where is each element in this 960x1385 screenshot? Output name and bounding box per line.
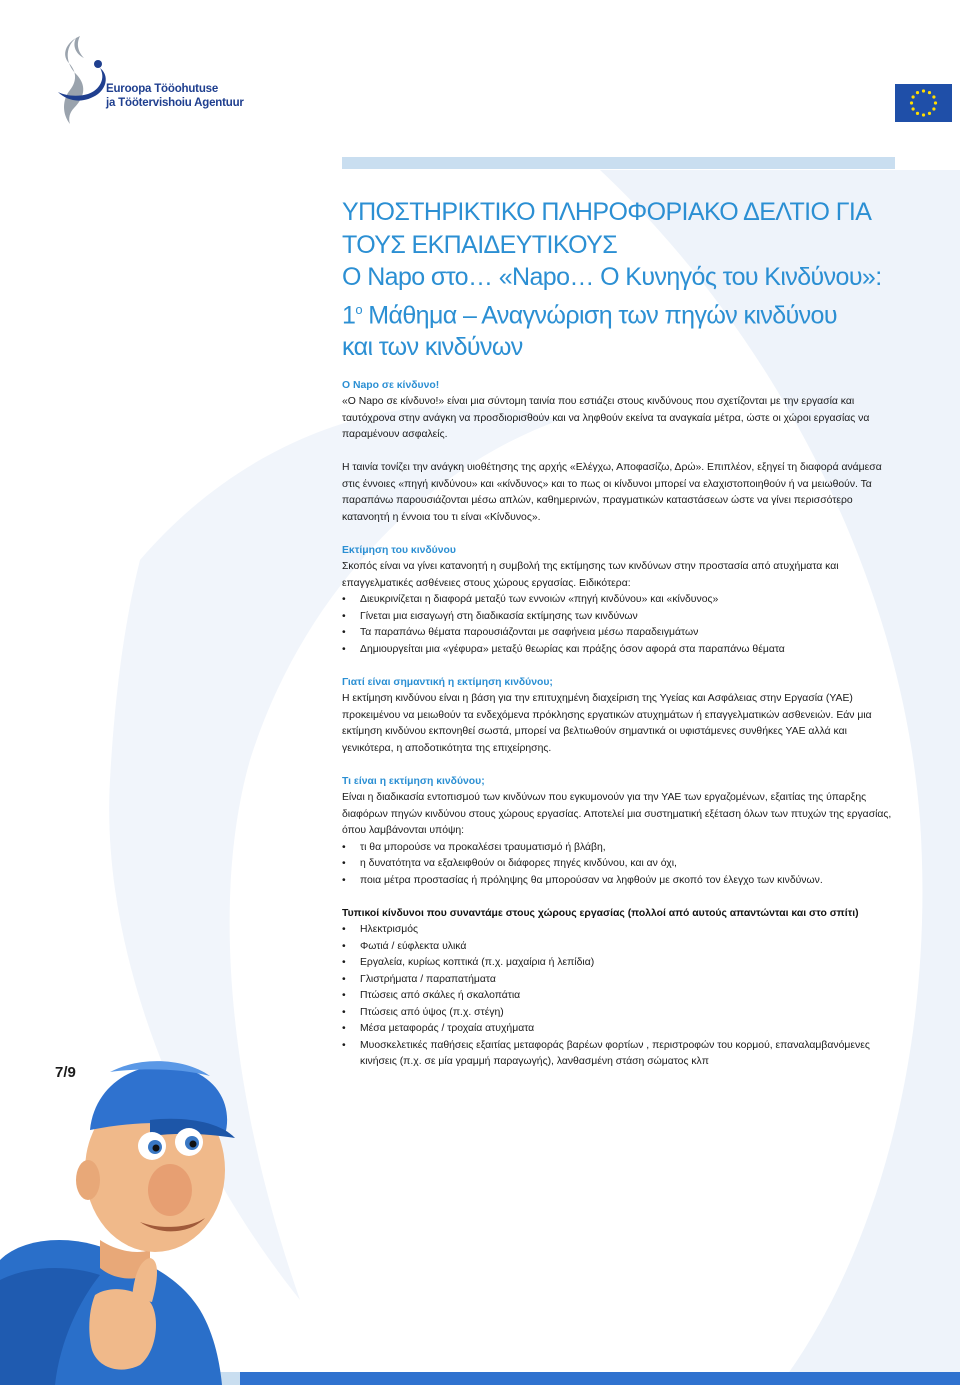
considerations-list — [342, 840, 898, 890]
purpose-list — [342, 592, 898, 658]
agency-logo — [54, 34, 254, 126]
lesson-ordinal: ο — [355, 301, 362, 317]
napo-mascot-illustration — [0, 1050, 240, 1385]
title-line-3: Ο Napo στο… «Napo… Ο Κυνηγός του Κινδύνου»: — [342, 263, 882, 291]
list-item: • Μυοσκελετικές παθήσεις εξαιτίας μεταφοράς βαρέων φορτίων , περιστροφών του κορμού, επαναλαμβανόμενες κινήσεις (π.χ. σε μία γραμμή παραγωγής), λανθασμένη στάση σώματος κλπ — [342, 1038, 898, 1071]
title-line-1: ΥΠΟΣΤΗΡΙΚΤΙΚΟ ΠΛΗΡΟΦΟΡΙΑΚΟ ΔΕΛΤΙΟ ΓΙΑ — [342, 198, 872, 226]
list-item: • Τα παραπάνω θέματα παρουσιάζονται με σαφήνεια μέσω παραδειγμάτων — [342, 625, 898, 642]
lesson-title: Μάθημα – Αναγνώριση των πηγών κινδύνου — [361, 300, 837, 329]
agency-name-line2: ja Töötervishoiu Agentuur — [106, 97, 244, 109]
lesson-number: 1 — [342, 300, 356, 329]
list-item: • τι θα μπορούσε να προκαλέσει τραυματισμό ή βλάβη, — [342, 840, 898, 857]
paragraph-film-principle: Η ταινία τονίζει την ανάγκη υιοθέτησης της αρχής «Ελέγχω, Αποφασίζω, Δρώ». Επιπλέον, εξηγεί τη διαφορά ανάμεσα στις έννοιες «πηγή κινδύνου» και «κίνδυνος» και το πως οι κίνδυνοι μπορεί να ελαχιστοποιηθούν ή να μειωθούν. Τα παραπάνω παρουσιάζονται μέσω απλών, καθημερινών, πραγματικών καταστάσεων ώστε να γίνει περισσότερο κατανοητή η έννοια του τι είναι «Κίνδυνος». — [342, 462, 882, 523]
list-item: • Δημιουργείται μια «γέφυρα» μεταξύ θεωρίας και πράξης όσον αφορά στα παραπάνω θέματα — [342, 642, 898, 659]
list-item: • Πτώσεις από ύψος (π.χ. στέγη) — [342, 1005, 898, 1022]
list-item: • Πτώσεις από σκάλες ή σκαλοπάτια — [342, 988, 898, 1005]
header-bar — [342, 157, 895, 169]
agency-name — [106, 82, 244, 110]
section-heading-what-is: Τι είναι η εκτίμηση κινδύνου; — [342, 775, 485, 787]
title-line-5: και των κινδύνων — [342, 333, 523, 362]
list-item: • Γλιστρήματα / παραπατήματα — [342, 972, 898, 989]
paragraph-purpose: Σκοπός είναι να γίνει κατανοητή η συμβολή της εκτίμησης των κινδύνων στην προστασία από ατυχήματα και επαγγελματικές ασθένειες στους χώρους εργασίας. Ειδικότερα: — [342, 561, 839, 589]
title-line-4 — [342, 294, 898, 332]
page-number: 7/9 — [55, 1064, 76, 1081]
list-item: • Εργαλεία, κυρίως κοπτικά (π.χ. μαχαίρια ή λεπίδια) — [342, 955, 898, 972]
list-item: • η δυνατότητα να εξαλειφθούν οι διάφορες πηγές κινδύνου, και αν όχι, — [342, 856, 898, 873]
paragraph-intro: «Ο Napo σε κίνδυνο!» είναι μια σύντομη ταινία που εστιάζει στους κινδύνους που σχετίζονται με την εργασία και ταυτόχρονα στην ανάγκη να προσδιορισθούν και να ληφθούν εκείνα τα αναγκαία μέτρα, ώστε οι χώροι εργασίας να παραμένουν ασφαλείς. — [342, 396, 870, 441]
list-item: • ποια μέτρα προστασίας ή πρόληψης θα μπορούσαν να ληφθούν με σκοπό τον έλεγχο των κινδύνων. — [342, 873, 898, 890]
list-item: • Ηλεκτρισμός — [342, 922, 898, 939]
section-heading-why-important: Γιατί είναι σημαντική η εκτίμηση κινδύνου; — [342, 676, 553, 688]
list-item: • Μέσα μεταφοράς / τροχαία ατυχήματα — [342, 1021, 898, 1038]
agency-name-line1: Euroopa Tööohutuse — [106, 83, 219, 95]
hazards-list — [342, 922, 898, 1071]
eu-flag-icon — [895, 84, 952, 122]
list-item: • Γίνεται μια εισαγωγή στη διαδικασία εκτίμησης των κινδύνων — [342, 609, 898, 626]
section-heading-napo: Ο Napo σε κίνδυνο! — [342, 379, 440, 391]
document-body — [342, 196, 898, 1071]
section-heading-risk-assessment: Εκτίμηση του κινδύνου — [342, 544, 456, 556]
list-item: • Φωτιά / εύφλεκτα υλικά — [342, 939, 898, 956]
agency-logo-icon — [54, 34, 114, 126]
list-item: • Διευκρινίζεται η διαφορά μεταξύ των εννοιών «πηγή κινδύνου» και «κίνδυνος» — [342, 592, 898, 609]
document-title — [342, 196, 898, 364]
paragraph-what-is: Είναι η διαδικασία εντοπισμού των κινδύνων που εγκυμονούν για την ΥΑΕ των εργαζομένων, εξαιτίας της ύπαρξης διαφόρων πηγών κινδύνου στους χώρους εργασίας. Αποτελεί μια συστηματική εξέταση όλων των πτυχών της εργασίας, όπου λαμβάνονται υπόψη: — [342, 792, 892, 837]
title-line-2: ΤΟΥΣ ΕΚΠΑΙΔΕΥΤΙΚΟΥΣ — [342, 230, 618, 259]
paragraph-why-important: Η εκτίμηση κινδύνου είναι η βάση για την επιτυχημένη διαχείριση της Υγείας και Ασφάλειας στην Εργασία (ΥΑΕ) προκειμένου να μειωθούν τα ενδεχόμενα πρόκλησης εργατικών ατυχημάτων ή επαγγελματικών ασθενειών. Εάν μια εκτίμηση κινδύνου εκπονηθεί σωστά, μπορεί να βελτιωθούν σημαντικά οι υφιστάμενες συνθήκες ΥΑΕ αλλά και γενικότερα, η αποδοτικότητα της επιχείρησης. — [342, 693, 872, 754]
section-heading-typical-hazards: Τυπικοί κίνδυνοι που συναντάμε στους χώρους εργασίας (πολλοί από αυτούς απαντώνται και στο σπίτι) — [342, 907, 859, 919]
